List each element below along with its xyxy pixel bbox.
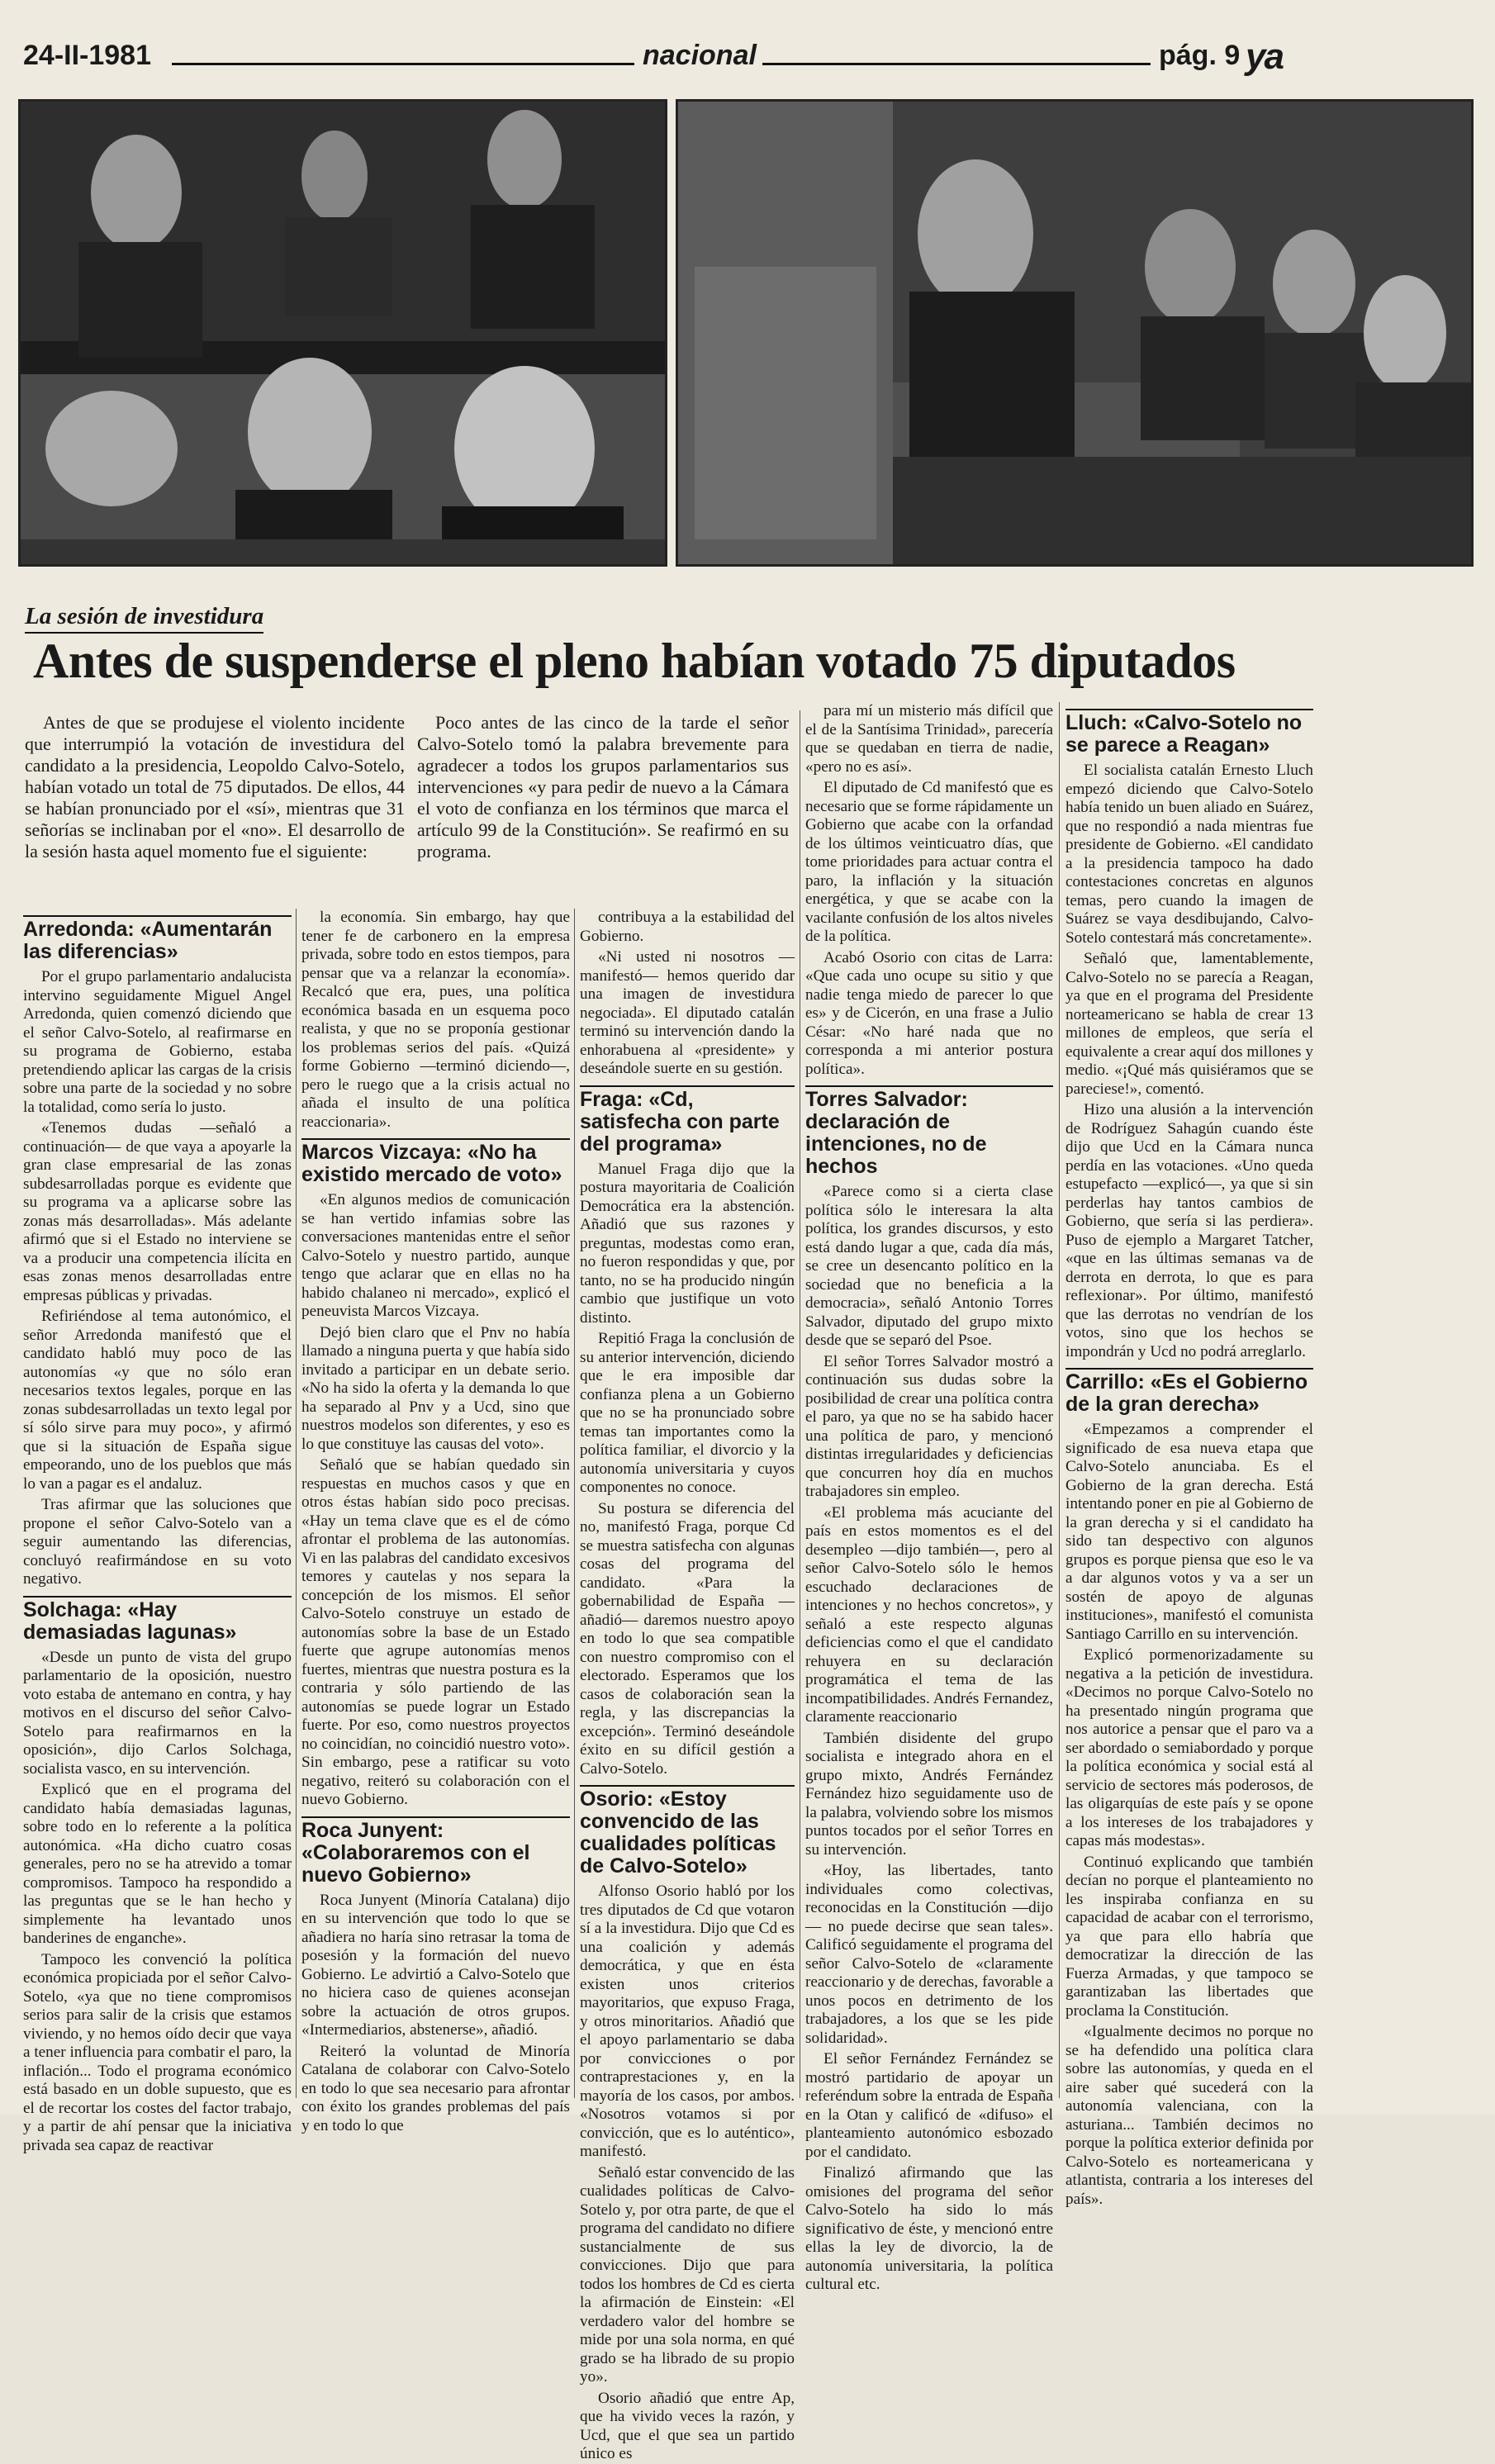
lead-text-left: Antes de que se produjese el violento incidente que interrumpió la votación de investidura del candidato a la presidencia, Leopoldo Calvo-Sotelo, habían votado un total de 75 diputados. De ellos, 44 se habían pronunciado por el «sí», mientras que 31 señorías se inclinaban por el «no». El desarrollo de la sesión hasta aquel momento fue el siguiente: xyxy=(25,712,405,862)
col1-paragraph: Refiriéndose al tema autonómico, el señor Arredonda manifestó que el candidato habló muy poco de las autonomías «y que no sólo eran necesarios textos legales, porque en las zonas subdesarrolladas un texto legal por sí sólo sirve para muy poco», y afirmó que si la situación de España sigue empeorando, uno de los pueblos que más lo van a pagar es el andaluz. xyxy=(23,1308,292,1493)
col1-paragraph: Por el grupo parlamentario andalucista intervino seguidamente Miguel Angel Arredonda, quien comenzó diciendo que el señor Calvo-Sotelo, al reafirmarse en su programa de Gobierno, estaba pretendiendo aplicar las cargas de la crisis sobre una parte de la sociedad y no sobre la totalidad, como sería lo justo. xyxy=(23,968,292,1116)
column-divider xyxy=(296,909,297,2098)
col1-paragraph: «Tenemos dudas —señaló a continuación— de que vaya a apoyarle la gran clase empresarial de las zonas subdesarrolladas porque es evidente que su programa va a aplicarse sobre las zonas más desarrolladas». Más adelante afirmó que si el Estado no interviene se va a producir una competencia ilícita en esas zonas menos desarrolladas entre empresas públicas y privadas. xyxy=(23,1119,292,1304)
col3-paragraph: Alfonso Osorio habló por los tres diputados de Cd que votaron sí a la investidura. Dijo que Cd es una coalición y además democrática, y que en ésta existen unos criterios mayoritarios, que expuso Fraga, y otros minoritarios. Añadió que el apoyo parlamentario se daba por convicciones o por contraprestaciones y, en la mayoría de los casos, por ambos. «Nosotros votamos si por convicción, que es lo auténtico», manifestó. xyxy=(580,1882,795,2160)
header-rule-right xyxy=(762,63,1151,65)
col2-paragraph: Señaló que se habían quedado sin respuestas en muchos casos y que en otros éstas habían sido poco precisas. «Hay un tema clave que es el de cómo afrontar el problema de las autonomías. Vi en las palabras del candidato excesivos temores y cautelas y nos separa la concepción de los mismos. El señor Calvo-Sotelo construye un estado de autonomías sobre la base de un Estado fuerte que agrupe autonomías menos fuertes, mientras que nuestra postura es la contraria y sólo partiendo de las autonomías se puede lograr un Estado fuerte. Por eso, como nuestros proyectos no coincidían, no coincidió nuestro voto». Sin embargo, pese a ratificar su voto negativo, reiteró su colaboración con el nuevo Gobierno. xyxy=(301,1456,570,1808)
column-divider xyxy=(574,909,575,2098)
subhead-lluch: Lluch: «Calvo-Sotelo no se parece a Reagan» xyxy=(1065,709,1313,757)
col2-paragraph: «En algunos medios de comunicación se han vertido infamias sobre las conversaciones mantenidas entre el señor Calvo-Sotelo y nuestro partido, aunque tengo que aclarar que en ellas no ha habido chalaneo ni mercado», explicó el peneuvista Marcos Vizcaya. xyxy=(301,1191,570,1320)
col3-paragraph: «Ni usted ni nosotros —manifestó— hemos querido dar una imagen de investidura negociada». El diputado catalán terminó su intervención dando la enhorabuena al «presidente» y deseándole suerte en su gestión. xyxy=(580,948,795,1077)
col1-paragraph: «Desde un punto de vista del grupo parlamentario de la oposición, nuestro voto estaba de antemano en contra, y hay motivos en el discurso del señor Calvo-Sotelo para reafirmarnos en la oposición», dijo Carlos Solchaga, socialista vasco, en su intervención. xyxy=(23,1648,292,1778)
subhead-torres-salvador: Torres Salvador: declaración de intenciones, no de hechos xyxy=(805,1085,1053,1178)
col4-paragraph: «Parece como si a cierta clase política sólo le interesara la alta política, los grandes discursos, y esto está dando lugar a que, cada día más, se cree un desencanto político en la sociedad que no beneficia a la democracia», señaló Antonio Torres Salvador, diputado del grupo mixto desde que se separó del Psoe. xyxy=(805,1183,1053,1349)
col4-paragraph: «El problema más acuciante del país en estos momentos es el del desempleo —dijo también—, pero al señor Calvo-Sotelo sólo le hemos escuchado declaraciones de intenciones y no hechos concretos», y señaló a este respecto algunas deficiencias como el que el candidato rehuyera en su declaración programática el tema de las incompatibilidades. Andrés Fernandez, claramente reaccionario xyxy=(805,1503,1053,1726)
subhead-roca-junyent: Roca Junyent: «Colaboraremos con el nuevo Gobierno» xyxy=(301,1816,570,1887)
col1-paragraph: Tras afirmar que las soluciones que propone el señor Calvo-Sotelo van a seguir aumentando las diferencias, concluyó reafirmándose en su voto negativo. xyxy=(23,1496,292,1588)
page-number: pág. 9 xyxy=(1159,40,1241,71)
col1-paragraph: Explicó que en el programa del candidato había demasiadas lagunas, sobre todo en lo referente a la política autonómica. «Ha dicho cuatro cosas generales, pero no se ha atrevido a tomar compromisos. Tampoco ha respondido a las preguntas que se le han hecho y simplemente ha levantado unos banderines de enganche». xyxy=(23,1781,292,1947)
col5-paragraph: Señaló que, lamentablemente, Calvo-Sotelo no se parecía a Reagan, ya que en el programa del Presidente norteamericano se habla de crear 13 millones de empleos, que sería el equivalente a crear aquí dos millones y medio. «¡Qué más quisiéramos que se pareciese!», comentó. xyxy=(1065,950,1313,1098)
col2-paragraph: Roca Junyent (Minoría Catalana) dijo en su intervención que todo lo que se añadiera no haría sino retrasar la toma de posesión y la formación del nuevo Gobierno. Le advirtió a Calvo-Sotelo que no hiciera caso de quienes aconsejan sobre la actuación de otros grupos. «Intermediarios, abstenerse», añadió. xyxy=(301,1891,570,2039)
col4-paragraph: El diputado de Cd manifestó que es necesario que se forme rápidamente un Gobierno que acabe con la orfandad de los últimos veinticuatro días, que tome prioridades para actuar contra el paro, la inflación y la situación energética, y que se acabe con la vacilante confusión de los altos niveles de la política. xyxy=(805,779,1053,945)
col4-paragraph: También disidente del grupo socialista e integrado ahora en el grupo mixto, Andrés Fernández Fernández hizo seguidamente uso de la palabra, volviendo sobre los mismos puntos tocados por el señor Torres en su intervención. xyxy=(805,1729,1053,1859)
photo-calvo-sotelo-speaking-image xyxy=(678,102,1471,564)
newspaper-logo: ya xyxy=(1246,36,1283,77)
col4-paragraph: para mí un misterio más difícil que el de la Santísima Trinidad», parecería que se quedaban en tierra de nadie, «pero no es así». xyxy=(805,702,1053,776)
column-3 xyxy=(580,909,795,2462)
column-divider xyxy=(1059,702,1060,2098)
col4-paragraph: El señor Torres Salvador mostró a continuación sus dudas sobre la posibilidad de crear una política contra el paro, ya que no se ha sabido hacer una política de paro, y mencionó distintas irregularidades y deficiencias que concurren hoy día en muchos trabajadores sin empleo. xyxy=(805,1352,1053,1500)
lead-text-right: Poco antes de las cinco de la tarde el señor Calvo-Sotelo tomó la palabra brevemente para agradecer a todos los grupos parlamentarios sus intervenciones «y para pedir de nuevo a la Cámara el voto de confianza en los términos que marca el artículo 99 de la Constitución». Se reafirmó en su programa. xyxy=(417,712,789,862)
subhead-fraga: Fraga: «Cd, satisfecha con parte del programa» xyxy=(580,1085,795,1156)
photo-calvo-sotelo-speaking xyxy=(676,99,1474,567)
lead-paragraph-right xyxy=(417,712,789,862)
article-headline: Antes de suspenderse el pleno habían votado 75 diputados xyxy=(33,634,1236,688)
col5-paragraph: «Igualmente decimos no porque no se ha defendido una política clara sobre las autonomías, y queda en el aire saber qué sucederá con la autonomía valenciana, con la asturiana... También decimos no porque la política exterior definida por Calvo-Sotelo es norteamericana y atlantista, contraria a los intereses del país». xyxy=(1065,2023,1313,2208)
col4-paragraph: Finalizó afirmando que las omisiones del programa del señor Calvo-Sotelo ha sido lo más significativo de éste, y mencionó entre ellas la ley de divorcio, la de autonomía universitaria, la política cultural etc. xyxy=(805,2164,1053,2293)
col5-paragraph: Continuó explicando que también decían no porque el planteamiento no les inspiraba confianza en su capacidad de acabar con el terrorismo, ya que para ello habría que democratizar la dirección de las Fuerza Armadas, y que tampoco se garantizaban las libertades que proclama la Constitución. xyxy=(1065,1853,1313,2020)
article-kicker: La sesión de investidura xyxy=(25,603,263,634)
issue-date: 24-II-1981 xyxy=(23,40,151,71)
subhead-solchaga: Solchaga: «Hay demasiadas lagunas» xyxy=(23,1596,292,1644)
col3-paragraph: Repitió Fraga la conclusión de su anterior intervención, diciendo que le era imposible dar confianza plena a un Gobierno que no se ha pronunciado sobre temas tan importantes como la política familiar, el divorcio y la autonomía universitaria y cuyos componentes no conoce. xyxy=(580,1330,795,1496)
subhead-arredonda: Arredonda: «Aumentarán las diferencias» xyxy=(23,915,292,963)
col1-paragraph: Tampoco les convenció la política económica propiciada por el señor Calvo-Sotelo, «ya que no tiene compromisos serios para salir de la crisis que estamos viviendo, y no hemos oído decir que vaya a tener influencia para combatir el paro, la inflación... Todo el programa económico está basado en un doble supuesto, que es el de recortar los costes del factor trabajo, y a partir de ahí pensar que la iniciativa privada sea capaz de reactivar xyxy=(23,1950,292,2154)
column-1 xyxy=(23,909,292,2154)
header-rule-left xyxy=(172,63,634,65)
col2-paragraph: la economía. Sin embargo, hay que tener fe de carbonero en la empresa privada, sobre todo en estos tiempos, para pensar que va a relanzar la economía». Recalcó que era, pues, una política económica basada en un esquema poco realista, y que no se proponía gestionar los problemas serios del país. «Quizá forme Gobierno —terminó diciendo—, pero le ruego que a la crisis actual no añada el insulto de una política reaccionaria». xyxy=(301,909,570,1131)
column-2 xyxy=(301,909,570,2134)
column-4 xyxy=(805,702,1053,2293)
col3-paragraph: Señaló estar convencido de las cualidades políticas de Calvo-Sotelo y, por otra parte, de que el programa del candidato no difiere sustancialmente de sus convicciones. Dijo que para todos los hombres de Cd es cierta la afirmación de Einstein: «El verdadero valor del hombre se mide por una sola norma, en qué grado se ha librado de su propio yo». xyxy=(580,2163,795,2386)
subhead-osorio: Osorio: «Estoy convencido de las cualidades políticas de Calvo-Sotelo» xyxy=(580,1785,795,1878)
col5-paragraph: «Empezamos a comprender el significado de esa nueva etapa que Calvo-Sotelo anunciaba. Es el Gobierno de la gran derecha. Está intentando poner en pie al Gobierno de la gran derecha y si el candidato ha sido tan despectivo con algunos grupos es porque piensa que eso le va a dar algunos votos y va a ser un sostén de apoyo de algunas instituciones», manifestó el comunista Santiago Carrillo en su intervención. xyxy=(1065,1421,1313,1643)
col5-paragraph: Explicó pormenorizadamente su negativa a la petición de investidura. «Decimos no porque Calvo-Sotelo no ha presentado ningún programa que nos autorice a pensar que el paro va a ser abordado o semiabordado y porque la política económica y social está al servicio de sectores más poderosos, de las oligarquías de este país y se opone a los intereses de los trabajadores y capas más modestas». xyxy=(1065,1646,1313,1849)
section-name: nacional xyxy=(643,40,757,71)
col3-paragraph: contribuya a la estabilidad del Gobierno. xyxy=(580,909,795,945)
lead-paragraph-left xyxy=(25,712,405,862)
photo-deputies-bench-image xyxy=(21,102,665,564)
col4-paragraph: «Hoy, las libertades, tanto individuales como colectivas, reconocidas en la Constitución —dijo— no puede decirse que sean tales». Calificó seguidamente el programa del señor Calvo-Sotelo de «claramente reaccionario y de derechas, favorable a unos pocos en detrimento de los trabajadores, a los que se les pide solidaridad». xyxy=(805,1862,1053,2047)
subhead-carrillo: Carrillo: «Es el Gobierno de la gran derecha» xyxy=(1065,1368,1313,1416)
column-5 xyxy=(1065,702,1313,2208)
page-header xyxy=(23,33,1477,77)
col3-paragraph: Su postura se diferencia del no, manifestó Fraga, porque Cd se muestra satisfecha con algunas cosas del programa del candidato. «Para la gobernabilidad de España —añadió— daremos nuestro apoyo en todo lo que sea compatible con nuestro compromiso con el electorado. Esperamos que los casos de colaboración sean la regla, y las discrepancias la excepción». Terminó deseándole éxito en su difícil gestión a Calvo-Sotelo. xyxy=(580,1499,795,1778)
col3-paragraph: Manuel Fraga dijo que la postura mayoritaria de Coalición Democrática era la abstención. Añadió que sus razones y preguntas, modestas como eran, no fueron respondidas y que, por tanto, no se ha producido ningún cambio que justifique un voto distinto. xyxy=(580,1160,795,1327)
col5-paragraph: Hizo una alusión a la intervención de Rodríguez Sahagún cuando éste dijo que Ucd en la Cámara nunca perdía en las votaciones. «Uno queda estupefacto —explicó—, ya que si sin perderlas hay tantos cambios de Gobierno, que sería si las perdiera». Puso de ejemplo a Margaret Tatcher, «que en las últimas semanas va de derrota en derrota, lo que es para reflexionar». Por último, manifestó que las derrotas no vendrían de los votos, sino que los hechos se impondrán y Ucd no podrá arreglarlo. xyxy=(1065,1101,1313,1360)
col3-paragraph: Osorio añadió que entre Ap, que ha vivido veces la razón, y Ucd, que el que sea un partido único es xyxy=(580,2389,795,2462)
subhead-marcos-vizcaya: Marcos Vizcaya: «No ha existido mercado de voto» xyxy=(301,1138,570,1186)
col2-paragraph: Reiteró la voluntad de Minoría Catalana de colaborar con Calvo-Sotelo en todo lo que sea necesario para afrontar con éxito los grandes problemas del país y en todo lo que xyxy=(301,2042,570,2134)
col2-paragraph: Dejó bien claro que el Pnv no había llamado a ninguna puerta y que había sido invitado a participar en un debate serio. «No ha sido la oferta y la demanda lo que ha separado al Pnv y a Ucd, sino que nuestros modelos son diferentes, y eso es lo que constituye las causas del voto». xyxy=(301,1323,570,1453)
photo-deputies-bench xyxy=(18,99,667,567)
col4-paragraph: Acabó Osorio con citas de Larra: «Que cada uno ocupe su sitio y que nadie tenga miedo de parecer lo que es» y de Cicerón, en una frase a Julio César: «No haré nada que no corresponda a mi anterior postura política». xyxy=(805,948,1053,1078)
col5-paragraph: El socialista catalán Ernesto Lluch empezó diciendo que Calvo-Sotelo había tenido un buen aliado en Suárez, que no respondió a nada mientras fue presidente de Gobierno. «El candidato a la presidencia tampoco ha dado contestaciones concretas en algunos temas, pero cuando la imagen de Suárez se vaya desdibujando, Calvo-Sotelo contestará más concretamente». xyxy=(1065,762,1313,947)
col4-paragraph: El señor Fernández Fernández se mostró partidario de apoyar un referéndum sobre la entrada de España en la Otan y calificó de «difuso» el planteamiento autonómico esbozado por el candidato. xyxy=(805,2050,1053,2161)
